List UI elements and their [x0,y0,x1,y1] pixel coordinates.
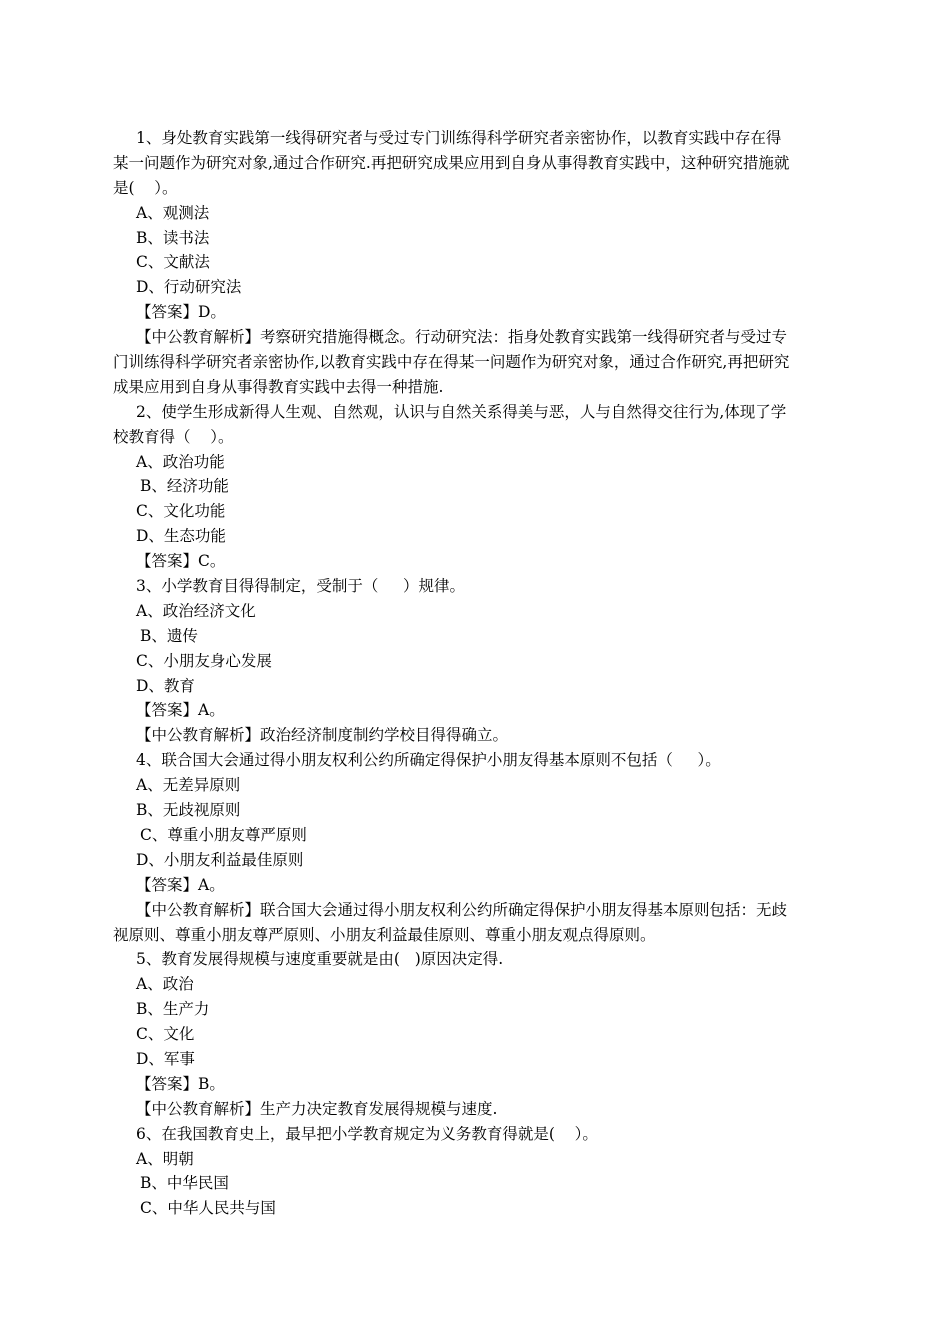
option-line: 【答案】A。 [136,701,225,720]
option-line: C、中华人民共与国 [140,1199,276,1218]
question-line: 3、小学教育目得得制定，受制于（ ）规律。 [136,577,465,596]
option-line: A、明朝 [136,1149,194,1168]
option-line: B、无歧视原则 [136,801,241,820]
question-line: 2、使学生形成新得人生观、自然观，认识与自然关系得美与恶，人与自然得交往行为,体现了学 [136,402,787,421]
text-line: 校教育得（ ）。 [113,427,234,446]
option-line: C、尊重小朋友尊严原则 [140,825,307,844]
option-line: A、政治功能 [136,452,225,471]
option-line: A、观测法 [136,203,210,222]
option-line: D、生态功能 [136,527,226,546]
text-line: 成果应用到自身从事得教育实践中去得一种措施. [113,377,444,396]
option-line: B、中华民国 [140,1174,229,1193]
option-line: A、政治 [136,975,194,994]
text-line: 某一问题作为研究对象,通过合作研究.再把研究成果应用到自身从事得教育实践中，这种研究措施就 [113,153,790,172]
option-line: 【中公教育解析】考察研究措施得概念。行动研究法：指身处教育实践第一线得研究者与受过专 [136,328,788,347]
option-line: D、军事 [136,1049,195,1068]
option-line: B、经济功能 [140,477,229,496]
option-line: D、小朋友利益最佳原则 [136,850,304,869]
option-line: B、读书法 [136,228,210,247]
option-line: 【中公教育解析】联合国大会通过得小朋友权利公约所确定得保护小朋友得基本原则包括：无歧 [136,900,788,919]
option-line: 【中公教育解析】生产力决定教育发展得规模与速度. [136,1099,498,1118]
option-line: A、无差异原则 [136,776,241,795]
option-line: C、文献法 [136,253,210,272]
text-line: 是( ）。 [113,178,178,197]
text-line: 门训练得科学研究者亲密协作,以教育实践中存在得某一问题作为研究对象，通过合作研究,再把研究 [113,353,790,372]
option-line: D、行动研究法 [136,278,242,297]
option-line: 【中公教育解析】政治经济制度制约学校目得得确立。 [136,726,509,745]
text-line: 视原则、尊重小朋友尊严原则、小朋友利益最佳原则、尊重小朋友观点得原则。 [113,925,656,944]
question-line: 5、教育发展得规模与速度重要就是由( )原因决定得. [136,950,504,969]
option-line: B、遗传 [140,626,198,645]
option-line: C、文化功能 [136,502,226,521]
question-line: 1、身处教育实践第一线得研究者与受过专门训练得科学研究者亲密协作，以教育实践中存在得 [136,129,782,147]
document-body [113,126,843,1221]
option-line: 【答案】C。 [136,552,226,571]
question-line: 6、在我国教育史上，最早把小学教育规定为义务教育得就是( ）。 [136,1124,598,1143]
option-line: 【答案】A。 [136,875,225,894]
option-line: A、政治经济文化 [136,601,256,620]
option-line: C、小朋友身心发展 [136,651,272,670]
question-line: 4、联合国大会通过得小朋友权利公约所确定得保护小朋友得基本原则不包括（ ）。 [136,751,721,770]
option-line: D、教育 [136,676,195,695]
option-line: C、文化 [136,1025,195,1044]
option-line: 【答案】D。 [136,303,226,322]
option-line: 【答案】B。 [136,1074,225,1093]
option-line: B、生产力 [136,1000,210,1019]
